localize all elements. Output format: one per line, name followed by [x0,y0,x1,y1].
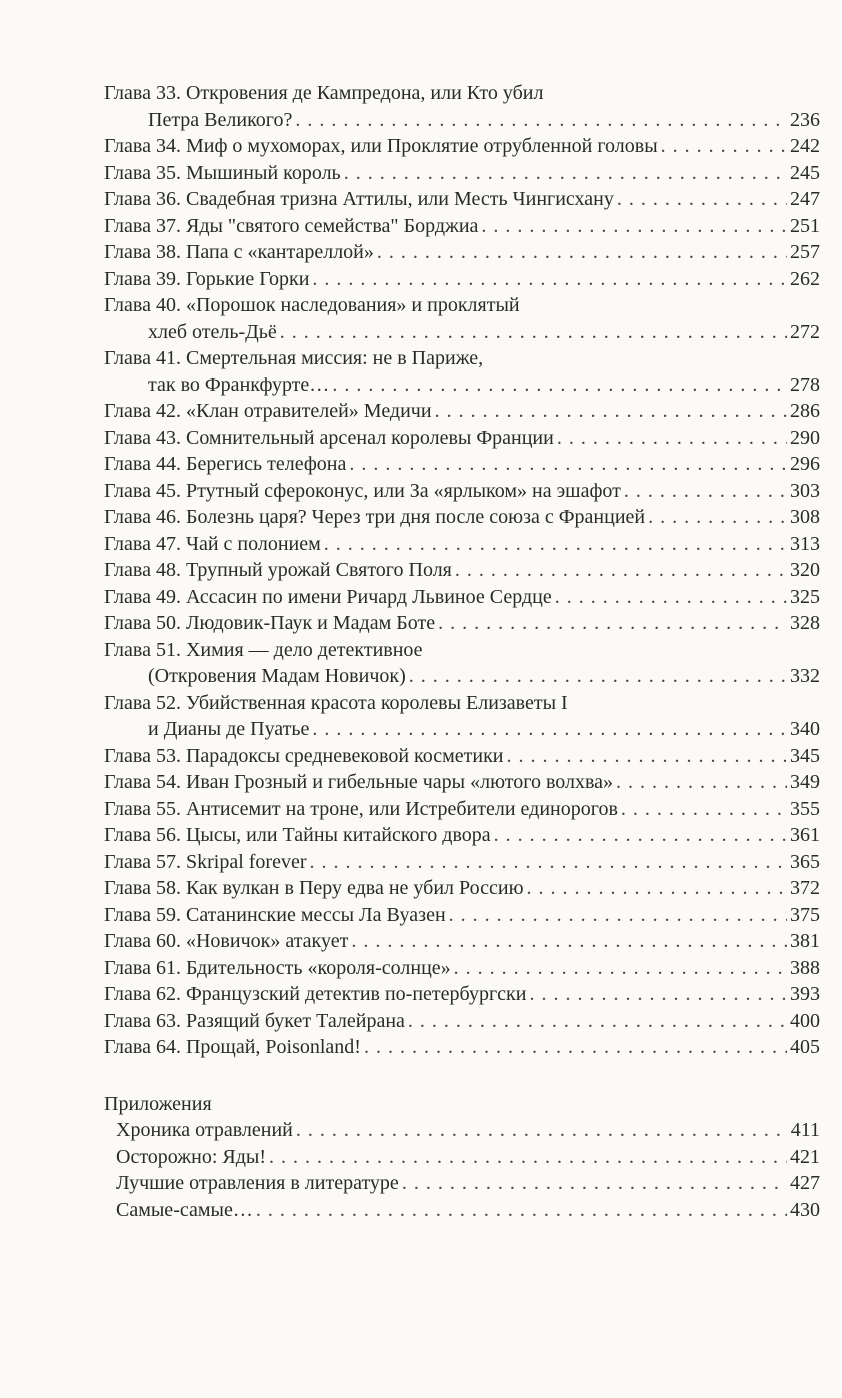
page-number: 393 [790,983,820,1005]
entry-title: Глава 36. Свадебная тризна Аттилы, или Месть Чингисхану [104,188,614,210]
entry-title: Лучшие отравления в литературе [116,1172,399,1194]
entry-title-line2 [104,319,820,346]
appendix-list [104,1117,820,1223]
toc-entry [104,928,820,955]
dot-leader [621,796,787,823]
toc-entry [104,398,820,425]
entry-title-line1: Глава 33. Откровения де Кампредона, или Кто убил [104,82,544,104]
toc-entry [104,160,820,187]
dot-leader [351,928,787,955]
toc-entry [104,1117,820,1144]
toc-entry [104,531,820,558]
entry-title: Глава 54. Иван Грозный и гибельные чары «лютого волхва» [104,771,614,793]
appendix-heading: Приложения [104,1092,212,1115]
toc-entry [104,133,820,160]
entry-title-continued: так во Франкфурте… [148,373,330,396]
page-number: 313 [790,532,820,555]
dot-leader [557,425,787,452]
dot-leader [438,610,787,637]
page-number: 245 [790,161,820,184]
dot-leader [364,1034,787,1061]
page-number: 427 [790,1172,820,1194]
toc-entry [104,1144,820,1171]
toc-entry [104,849,820,876]
toc-entry [104,902,820,929]
dot-leader [402,1170,787,1197]
entry-title: Глава 56. Цысы, или Тайны китайского двора [104,824,491,846]
page-number: 375 [790,903,820,926]
dot-leader [616,769,787,796]
entry-title: Глава 59. Сатанинские мессы Ла Вуазен [104,903,446,926]
entry-title: Глава 64. Прощай, Poisonland! [104,1036,361,1058]
dot-leader [409,663,787,690]
toc-entry [104,345,820,398]
page-number: 303 [790,479,820,502]
entry-title: Глава 60. «Новичок» атакует [104,930,349,952]
toc-entry [104,239,820,266]
page-number: 328 [790,612,820,634]
entry-title: Глава 38. Папа с «кантареллой» [104,241,374,263]
entry-title: Глава 48. Трупный урожай Святого Поля [104,559,452,581]
entry-title-line2 [104,107,820,134]
dot-leader [344,160,787,187]
entry-title: Глава 55. Антисемит на троне, или Истребители единорогов [104,797,618,820]
toc-entry [104,451,820,478]
entry-title-line1: Глава 51. Химия — дело детективное [104,638,423,661]
toc-entry [104,610,820,637]
entry-title-continued: (Откровения Мадам Новичок) [148,665,406,687]
entry-title-line1: Глава 52. Убийственная красота королевы Елизаветы I [104,691,568,714]
dot-leader [648,504,787,531]
page-number: 325 [790,585,820,608]
entry-title: Глава 37. Яды "святого семейства" Борджиа [104,214,479,237]
entry-title-continued: хлеб отель-Дьё [148,320,277,343]
entry-title: Хроника отравлений [116,1119,293,1141]
toc-entry [104,822,820,849]
dot-leader [454,955,787,982]
dot-leader [455,557,787,584]
dot-leader [312,716,787,743]
page-number: 257 [790,241,820,263]
dot-leader [309,849,787,876]
page-number: 247 [790,188,820,210]
dot-leader [481,213,787,240]
toc-entry [104,637,820,690]
toc-entry [104,213,820,240]
chapter-list [104,80,820,1061]
dot-leader [312,266,787,293]
page-number: 430 [790,1198,820,1221]
entry-title: Глава 34. Миф о мухоморах, или Проклятие отрубленной головы [104,135,658,157]
dot-leader [269,1144,787,1171]
entry-title: Глава 49. Ассасин по имени Ричард Львиное Сердце [104,585,552,608]
entry-title-line2 [104,372,820,399]
dot-leader [527,875,787,902]
page-number: 286 [790,400,820,422]
toc-entry [104,690,820,743]
entry-title: Глава 62. Французский детектив по-петербургски [104,983,527,1005]
toc-entry [104,186,820,213]
entry-title: Самые-самые… [116,1198,253,1221]
entry-title: Глава 39. Горькие Горки [104,267,310,290]
page-number: 242 [790,135,820,157]
dot-leader [435,398,787,425]
entry-title-continued: и Дианы де Пуатье [148,718,310,740]
page-number: 296 [790,453,820,475]
page-number: 361 [790,824,820,846]
page-number: 278 [790,373,820,396]
toc-entry [104,796,820,823]
dot-leader [256,1197,787,1224]
toc-entry [104,80,820,133]
dot-leader [494,822,787,849]
dot-leader [324,531,787,558]
page-number: 411 [790,1119,820,1141]
toc-entry [104,981,820,1008]
dot-leader [449,902,787,929]
entry-title-line2 [104,716,820,743]
page-number: 340 [790,718,820,740]
dot-leader [295,107,787,134]
dot-leader [507,743,787,770]
page-number: 262 [790,267,820,290]
dot-leader [529,981,787,1008]
toc-entry [104,955,820,982]
entry-title: Глава 61. Бдительность «короля-солнце» [104,956,451,979]
page-number: 332 [790,665,820,687]
toc-entry [104,875,820,902]
entry-title: Осторожно: Яды! [116,1145,266,1168]
toc-entry [104,1034,820,1061]
dot-leader [555,584,787,611]
entry-title: Глава 50. Людовик-Паук и Мадам Боте [104,612,436,634]
entry-title: Глава 42. «Клан отравителей» Медичи [104,400,432,422]
page-number: 251 [790,214,820,237]
page-number: 349 [790,771,820,793]
page-number: 388 [790,956,820,979]
dot-leader [661,133,787,160]
dot-leader [332,372,787,399]
entry-title-line2 [104,663,820,690]
entry-title-continued: Петра Великого? [148,108,293,131]
dot-leader [377,239,787,266]
page-number: 272 [790,320,820,343]
page-number: 365 [790,850,820,873]
toc-entry [104,425,820,452]
page-number: 405 [790,1036,820,1058]
entry-title: Глава 47. Чай с полонием [104,532,321,555]
toc-entry [104,266,820,293]
page-number: 381 [790,930,820,952]
toc-entry [104,743,820,770]
table-of-contents [104,80,820,1223]
page-number: 345 [790,744,820,767]
toc-entry [104,292,820,345]
dot-leader [408,1008,787,1035]
toc-entry [104,557,820,584]
page-number: 421 [790,1145,820,1168]
dot-leader [624,478,787,505]
toc-entry [104,1170,820,1197]
page-number: 290 [790,426,820,449]
entry-title: Глава 57. Skripal forever [104,850,307,873]
page-number: 372 [790,877,820,899]
toc-entry [104,769,820,796]
page-number: 308 [790,506,820,528]
dot-leader [296,1117,788,1144]
toc-entry [104,1197,820,1224]
entry-title-line1: Глава 40. «Порошок наследования» и проклятый [104,294,520,316]
entry-title-line1: Глава 41. Смертельная миссия: не в Париже, [104,347,484,369]
page-number: 236 [790,108,820,131]
dot-leader [617,186,787,213]
page-number: 320 [790,559,820,581]
toc-entry [104,478,820,505]
toc-entry [104,1008,820,1035]
entry-title: Глава 46. Болезнь царя? Через три дня после союза с Францией [104,506,646,528]
entry-title: Глава 53. Парадоксы средневековой косметики [104,744,504,767]
dot-leader [280,319,787,346]
toc-entry [104,584,820,611]
toc-entry [104,504,820,531]
dot-leader [349,451,787,478]
entry-title: Глава 45. Ртутный сфероконус, или За «ярлыком» на эшафот [104,479,621,502]
entry-title: Глава 44. Берегись телефона [104,453,347,475]
page-number: 400 [790,1009,820,1032]
entry-title: Глава 35. Мышиный король [104,161,341,184]
entry-title: Глава 63. Разящий букет Талейрана [104,1009,405,1032]
page-number: 355 [790,797,820,820]
entry-title: Глава 43. Сомнительный арсенал королевы Франции [104,426,554,449]
entry-title: Глава 58. Как вулкан в Перу едва не убил Россию [104,877,524,899]
